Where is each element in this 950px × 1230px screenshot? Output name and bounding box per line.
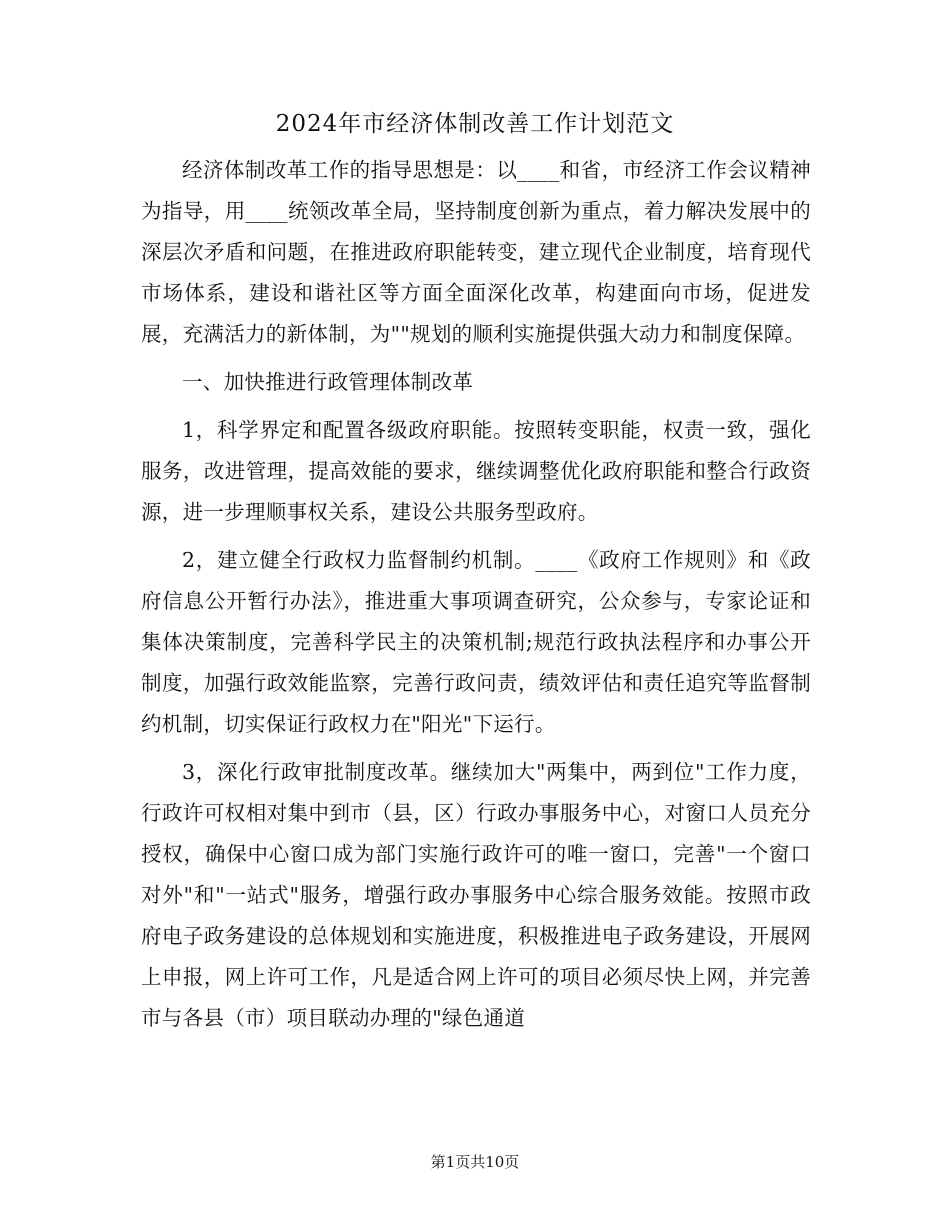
document-body — [141, 150, 811, 1046]
document-title: 2024年市经济体制改善工作计划范文 — [275, 111, 675, 137]
paragraph-guiding-thought: 经济体制改革工作的指导思想是：以____和省，市经济工作会议精神为指导，用____统领改革全局，坚持制度创新为重点，着力解决发展中的深层次矛盾和问题，在推进政府职能转变，建立现代企业制度，培育现代市场体系，建设和谐社区等方面全面深化改革，构建面向市场，促进发展，充满活力的新体制，为""规划的顺利实施提供强大动力和制度保障。 — [141, 158, 811, 346]
page-number: 第1页共10页 — [430, 1153, 520, 1171]
paragraph-item-3: 3，深化行政审批制度改革。继续加大"两集中，两到位"工作力度，行政许可权相对集中到市（县，区）行政办事服务中心，对窗口人员充分授权，确保中心窗口成为部门实施行政许可的唯一窗口，完善"一个窗口对外"和"一站式"服务，增强行政办事服务中心综合服务效能。按照市政府电子政务建设的总体规划和实施进度，积极推进电子政务建设，开展网上申报，网上许可工作，凡是适合网上许可的项目必须尽快上网，并完善市与各县（市）项目联动办理的"绿色通道 — [141, 760, 811, 1030]
paragraph-item-2: 2，建立健全行政权力监督制约机制。____《政府工作规则》和《政府信息公开暂行办法》，推进重大事项调查研究，公众参与，专家论证和集体决策制度，完善科学民主的决策机制;规范行政执法程序和办事公开制度，加强行政效能监察，完善行政问责，绩效评估和责任追究等监督制约机制，切实保证行政权力在"阳光"下运行。 — [141, 548, 811, 736]
paragraph-item-1: 1，科学界定和配置各级政府职能。按照转变职能，权责一致，强化服务，改进管理，提高效能的要求，继续调整优化政府职能和整合行政资源，进一步理顺事权关系，建设公共服务型政府。 — [141, 418, 811, 524]
section-heading-1: 一、加快推进行政管理体制改革 — [182, 370, 474, 394]
